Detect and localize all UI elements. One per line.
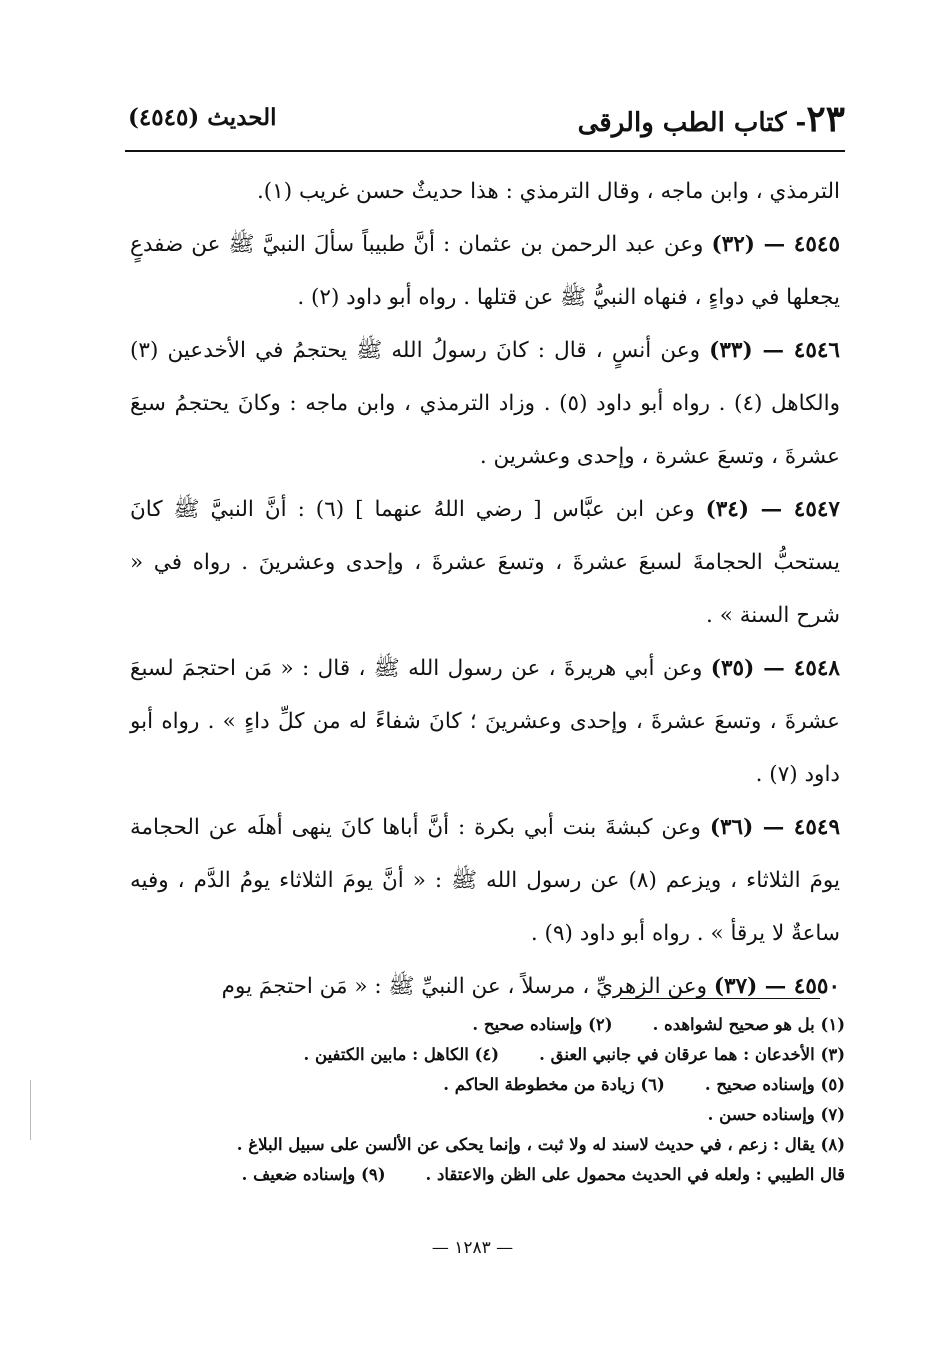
footnote-row xyxy=(130,1160,845,1190)
footnote-row xyxy=(130,1100,845,1130)
scan-margin-mark xyxy=(30,1080,31,1140)
footnote-6: (٦) زيادة من مخطوطة الحاكم . xyxy=(443,1075,665,1094)
hadith-4549: ٤٥٤٩ — (٣٦) وعن كبشةَ بنت أبي بكرة : أنَّ أباها كانَ ينهى أهلَه عن الحجامة يومَ الثلاثاء ، ويزعم (٨) عن رسول الله ﷺ : « أنَّ يومَ الثلاثاء يومُ الدَّم ، وفيه ساعةٌ لا يرقأ » . رواه أبو داود (٩) . xyxy=(130,815,840,946)
footnote-divider xyxy=(620,998,820,999)
footnote-7: (٧) وإسناده حسن . xyxy=(707,1105,845,1124)
chapter-heading xyxy=(578,98,845,140)
footnote-8: (٨) يقال : زعم ، في حديث لاسند له ولا ثبت ، وإنما يحكى عن الألسن على سبيل البلاغ . xyxy=(236,1135,845,1154)
footnote-1: (١) بل هو صحيح لشواهده . xyxy=(652,1015,845,1034)
hadith-4547: ٤٥٤٧ — (٣٤) وعن ابن عبَّاس [ رضي اللهُ عنهما ] (٦) : أنَّ النبيَّ ﷺ كانَ يستحبُّ الحجامةَ لسبعَ عشرةَ ، وتسعَ عشرةَ ، وإحدى وعشرينَ . رواه في « شرح السنة » . xyxy=(130,497,840,628)
chapter-number: ٢٣ xyxy=(806,98,845,140)
footnote-row xyxy=(130,1010,845,1040)
hadith-number: ٤٥٥٠ — (٣٧) xyxy=(713,974,840,999)
footnote-row xyxy=(130,1070,845,1100)
page-number: — ١٢٨٣ — xyxy=(431,1238,514,1258)
footnotes xyxy=(130,1010,845,1190)
hadith-4548: ٤٥٤٨ — (٣٥) وعن أبي هريرةَ ، عن رسول الله ﷺ ، قال : « مَن احتجمَ لسبعَ عشرةَ ، وتسعَ عشرةَ ، وإحدى وعشرينَ ؛ كانَ شفاءً له من كلِّ داءٍ » . رواه أبو داود (٧) . xyxy=(130,656,840,787)
footnote-3: (٣) الأخدعان : هما عرقان في جانبي العنق . xyxy=(539,1045,845,1064)
footnote-9: (٩) وإسناده ضعيف . xyxy=(241,1165,386,1184)
chapter-title: - كتاب الطب والرقى xyxy=(577,108,807,138)
hadith-4545: ٤٥٤٥ — (٣٢) وعن عبد الرحمن بن عثمان : أنَّ طبيباً سألَ النبيَّ ﷺ عن ضفدعٍ يجعلها في دواءٍ ، فنهاه النبيُّ ﷺ عن قتلها . رواه أبو داود (٢) . xyxy=(130,232,840,310)
footnote-8-cont: قال الطيبي : ولعله في الحديث محمول على الظن والاعتقاد . xyxy=(425,1165,845,1184)
hadith-range: الحديث (٤٥٤٥) xyxy=(128,104,277,131)
hadith-number: ٤٥٤٩ — (٣٦) xyxy=(709,815,840,840)
hadith-4550: ٤٥٥٠ — (٣٧) وعن الزهريِّ ، مرسلاً ، عن النبيِّ ﷺ : « مَن احتجمَ يوم xyxy=(221,974,840,999)
main-text xyxy=(130,165,840,1013)
page-header xyxy=(128,98,845,146)
footnote-2: (٢) وإسناده صحيح . xyxy=(472,1015,613,1034)
header-divider xyxy=(125,150,845,152)
hadith-number: ٤٥٤٥ — (٣٢) xyxy=(711,232,840,257)
hadith-4546: ٤٥٤٦ — (٣٣) وعن أنسٍ ، قال : كانَ رسولُ الله ﷺ يحتجمُ في الأخدعين (٣) والكاهل (٤) . رواه أبو داود (٥) . وزاد الترمذي ، وابن ماجه : وكانَ يحتجمُ سبعَ عشرةَ ، وتسعَ عشرة ، وإحدى وعشرين . xyxy=(130,338,840,469)
hadith-number: ٤٥٤٨ — (٣٥) xyxy=(710,656,840,681)
footnote-5: (٥) وإسناده صحيح . xyxy=(704,1075,845,1094)
paragraph: الترمذي ، وابن ماجه ، وقال الترمذي : هذا حديثٌ حسن غريب (١). xyxy=(256,179,840,204)
hadith-number: ٤٥٤٦ — (٣٣) xyxy=(709,338,840,363)
footnote-4: (٤) الكاهل : مابين الكتفين . xyxy=(303,1045,500,1064)
footnote-row xyxy=(130,1040,845,1070)
hadith-number: ٤٥٤٧ — (٣٤) xyxy=(705,497,840,522)
